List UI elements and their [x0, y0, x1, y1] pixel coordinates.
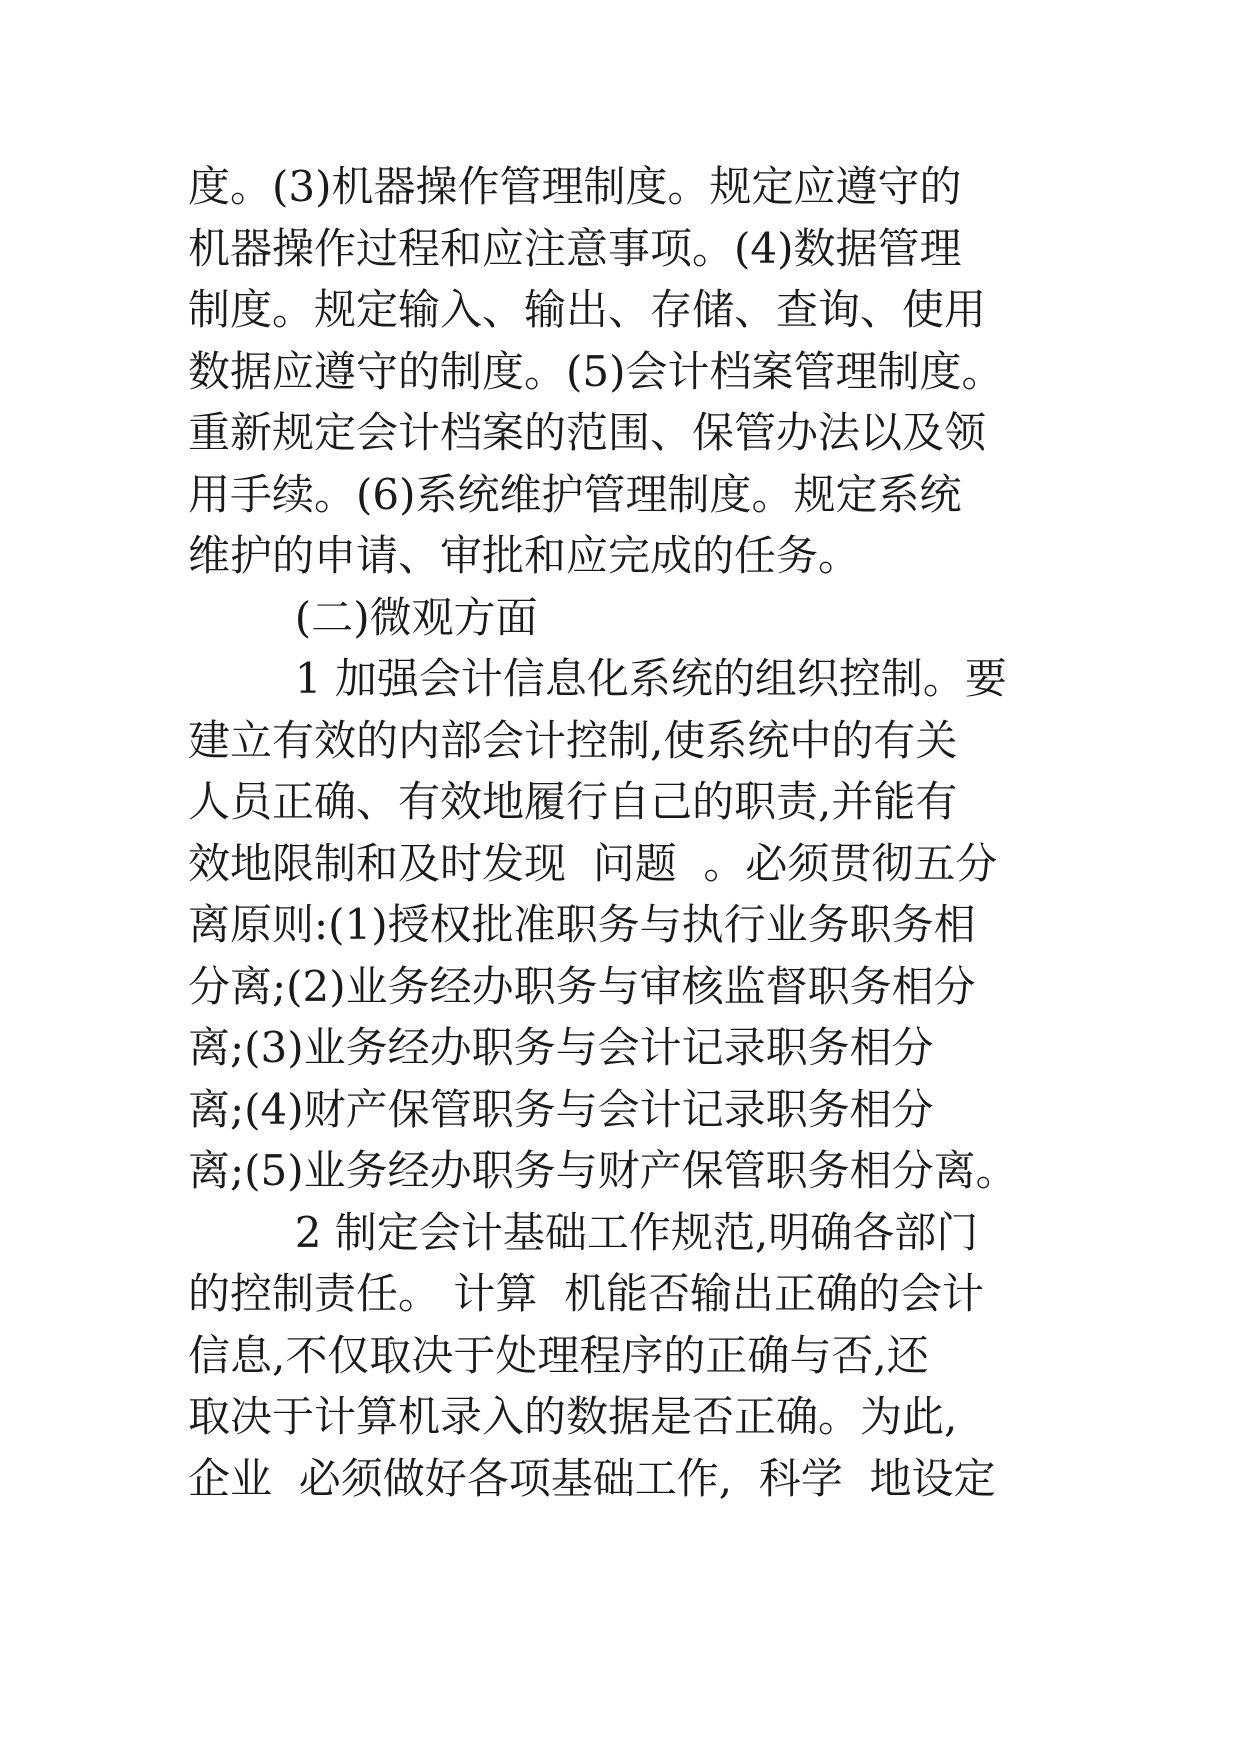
text-line: 分离;(2)业务经办职务与审核监督职务相分: [188, 961, 976, 1011]
text-line: 离;(3)业务经办职务与会计记录职务相分: [188, 1023, 934, 1072]
text-line: 用手续。(6)系统维护管理制度。规定系统: [188, 469, 962, 519]
text-line: 1 加强会计信息化系统的组织控制。要: [188, 654, 1007, 703]
text-line: 效地限制和及时发现 问题 。必须贯彻五分: [188, 838, 998, 888]
text-line: 企业 必须做好各项基础工作, 科学 地设定: [188, 1453, 996, 1503]
text-line: 的控制责任。 计算 机能否输出正确的会计: [188, 1269, 985, 1318]
text-line: 离;(4)财产保管职务与会计记录职务相分: [188, 1084, 934, 1134]
text-line: 建立有效的内部会计控制,使系统中的有关: [188, 715, 958, 765]
text-line: 信息,不仅取决于处理程序的正确与否,还: [188, 1330, 929, 1380]
body-text: [188, 156, 1088, 1509]
text-line: 制度。规定输入、输出、存储、查询、使用: [188, 285, 987, 334]
text-line: 离原则:(1)授权批准职务与执行业务职务相: [188, 900, 976, 949]
text-line: 2 制定会计基础工作规范,明确各部门: [188, 1207, 979, 1257]
text-line: 数据应遵守的制度。(5)会计档案管理制度。: [188, 346, 1004, 396]
text-line: 取决于计算机录入的数据是否正确。为此,: [188, 1392, 958, 1441]
section-heading: (二)微观方面: [188, 592, 538, 642]
text-line: 离;(5)业务经办职务与财产保管职务相分离。: [188, 1146, 1018, 1195]
text-line: 人员正确、有效地履行自己的职责,并能有: [188, 777, 958, 826]
text-line: 重新规定会计档案的范围、保管办法以及领: [188, 408, 987, 457]
text-line: 度。(3)机器操作管理制度。规定应遵守的: [188, 162, 962, 211]
text-line: 维护的申请、审批和应完成的任务。: [188, 531, 861, 580]
text-line: 机器操作过程和应注意事项。(4)数据管理: [188, 223, 962, 273]
